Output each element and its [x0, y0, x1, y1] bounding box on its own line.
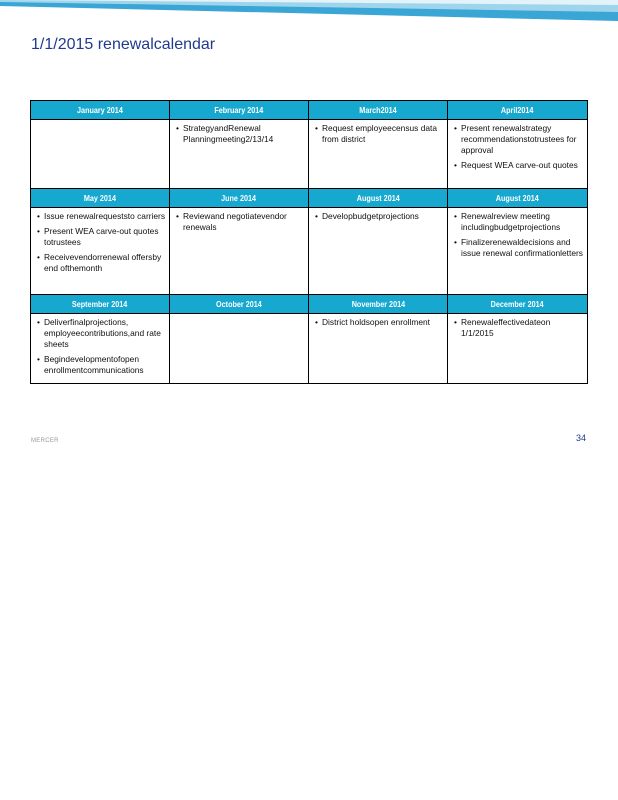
task-item: • Renewalreview meeting includingbudgetprojections	[454, 211, 584, 233]
banner-graphic	[0, 0, 618, 24]
task-item: • Present WEA carve-out quotes totrustees	[37, 226, 166, 248]
month-header-row	[31, 295, 588, 314]
month-header: December 2014	[448, 295, 588, 314]
month-header: February 2014	[170, 101, 309, 120]
task-item: • Developbudgetprojections	[315, 211, 444, 222]
month-header: April2014	[448, 101, 588, 120]
task-cell	[309, 120, 448, 189]
header-banner	[0, 0, 618, 24]
task-cell	[170, 314, 309, 384]
task-item: • Issue renewalrequeststo carriers	[37, 211, 166, 222]
task-cell	[448, 120, 588, 189]
renewal-calendar-table	[30, 100, 588, 384]
month-header: August 2014	[309, 189, 448, 208]
task-cell	[170, 208, 309, 295]
task-cell	[309, 208, 448, 295]
task-item: • Reviewand negotiatevendor renewals	[176, 211, 305, 233]
month-header: August 2014	[448, 189, 588, 208]
task-item: • StrategyandRenewal Planningmeeting2/13/14	[176, 123, 305, 145]
task-cell	[31, 208, 170, 295]
task-cell	[448, 314, 588, 384]
month-header: November 2014	[309, 295, 448, 314]
task-item: • Request WEA carve-out quotes	[454, 160, 584, 171]
month-header: September 2014	[31, 295, 170, 314]
task-row	[31, 314, 588, 384]
page-title: 1/1/2015 renewalcalendar	[31, 36, 216, 53]
task-item: • Begindevelopmentofopen enrollmentcommunications	[37, 354, 166, 376]
task-item: • Receivevendorrenewal offersby end ofthemonth	[37, 252, 166, 274]
task-item: • Request employeecensus data from district	[315, 123, 444, 145]
task-cell	[309, 314, 448, 384]
month-header-row	[31, 101, 588, 120]
task-item: • Renewaleffectivedateon 1/1/2015	[454, 317, 584, 339]
task-item: • Present renewalstrategy recommendationstotrustees for approval	[454, 123, 584, 156]
month-header: October 2014	[170, 295, 309, 314]
month-header: May 2014	[31, 189, 170, 208]
task-item: • Finalizerenewaldecisions and issue renewal confirmationletters	[454, 237, 584, 259]
task-cell	[448, 208, 588, 295]
task-cell	[31, 120, 170, 189]
task-row	[31, 120, 588, 189]
month-header-row	[31, 189, 588, 208]
mercer-logo: MERCER	[31, 438, 59, 444]
task-item: • District holdsopen enrollment	[315, 317, 444, 328]
month-header: March2014	[309, 101, 448, 120]
task-cell	[31, 314, 170, 384]
page-number: 34	[576, 433, 587, 443]
task-item: • Deliverfinalprojections, employeecontributions,and rate sheets	[37, 317, 166, 350]
task-row	[31, 208, 588, 295]
task-cell	[170, 120, 309, 189]
month-header: January 2014	[31, 101, 170, 120]
month-header: June 2014	[170, 189, 309, 208]
